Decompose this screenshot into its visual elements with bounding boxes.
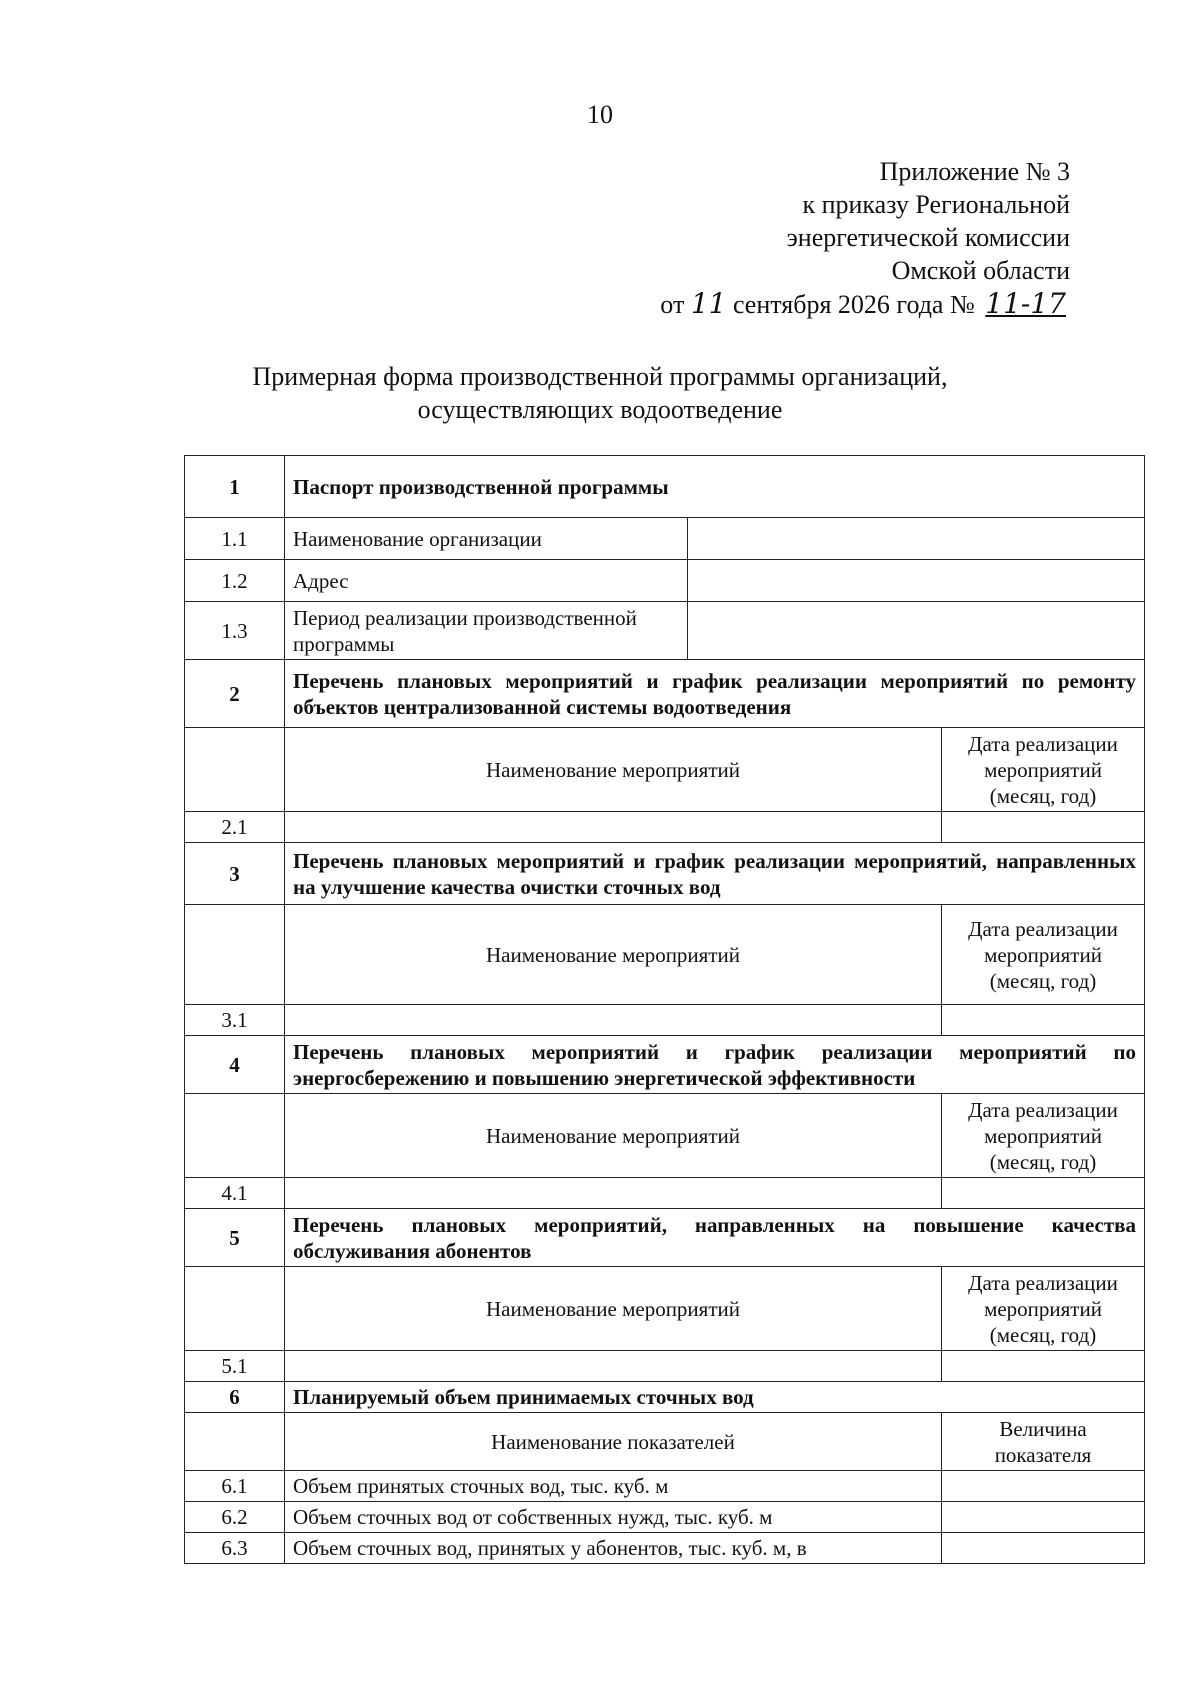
row-number: 3.1 bbox=[185, 1005, 285, 1036]
row-label: Объем принятых сточных вод, тыс. куб. м bbox=[285, 1471, 942, 1502]
table-row bbox=[185, 660, 1145, 728]
table-row bbox=[185, 812, 1145, 843]
appendix-line-2: к приказу Региональной bbox=[802, 190, 1070, 219]
row-number: 1.3 bbox=[185, 602, 285, 660]
section-number: 5 bbox=[185, 1209, 285, 1267]
section-number: 1 bbox=[185, 456, 285, 518]
column-header-date: Дата реализации мероприятий (месяц, год) bbox=[942, 728, 1145, 812]
table-row bbox=[185, 1351, 1145, 1382]
value-cell[interactable] bbox=[688, 560, 1145, 602]
page-number: 10 bbox=[587, 100, 613, 129]
value-cell[interactable] bbox=[942, 1005, 1145, 1036]
table-row bbox=[185, 1533, 1145, 1564]
row-number: 1.1 bbox=[185, 518, 285, 560]
row-number: 5.1 bbox=[185, 1351, 285, 1382]
appendix-line-4: Омской области bbox=[891, 256, 1070, 285]
order-number-handwritten: 11-17 bbox=[985, 287, 1066, 320]
empty-cell bbox=[185, 728, 285, 812]
date-rest: сентября 2026 года № bbox=[732, 290, 975, 319]
row-label: Наименование организации bbox=[285, 518, 688, 560]
appendix-block bbox=[660, 155, 1070, 321]
value-cell[interactable] bbox=[942, 1533, 1145, 1564]
section-title: Перечень плановых мероприятий и график реализации мероприятий по энергосбережению и повышению энергетической эффективности bbox=[285, 1036, 1145, 1094]
table-row bbox=[185, 518, 1145, 560]
value-cell[interactable] bbox=[285, 1178, 942, 1209]
value-cell[interactable] bbox=[942, 1502, 1145, 1533]
value-cell[interactable] bbox=[688, 518, 1145, 560]
value-cell[interactable] bbox=[942, 1471, 1145, 1502]
table-row bbox=[185, 1178, 1145, 1209]
title-line-1: Примерная форма производственной программы организаций, bbox=[252, 362, 948, 391]
section-number: 4 bbox=[185, 1036, 285, 1094]
section-number: 3 bbox=[185, 843, 285, 905]
row-number: 1.2 bbox=[185, 560, 285, 602]
empty-cell bbox=[185, 1267, 285, 1351]
table-row bbox=[185, 1413, 1145, 1471]
document-title bbox=[0, 360, 1200, 426]
table-row bbox=[185, 1036, 1145, 1094]
table-row bbox=[185, 1502, 1145, 1533]
column-header-name: Наименование мероприятий bbox=[285, 1267, 942, 1351]
table-row bbox=[185, 1094, 1145, 1178]
value-cell[interactable] bbox=[285, 1005, 942, 1036]
production-program-table bbox=[184, 455, 1145, 1564]
section-number: 2 bbox=[185, 660, 285, 728]
column-header-name: Наименование мероприятий bbox=[285, 1094, 942, 1178]
value-cell[interactable] bbox=[942, 1178, 1145, 1209]
table-row bbox=[185, 602, 1145, 660]
row-label: Период реализации производственной программы bbox=[285, 602, 688, 660]
value-cell[interactable] bbox=[285, 812, 942, 843]
table-row bbox=[185, 1005, 1145, 1036]
row-label: Адрес bbox=[285, 560, 688, 602]
row-number: 6.3 bbox=[185, 1533, 285, 1564]
column-header-date: Дата реализации мероприятий (месяц, год) bbox=[942, 905, 1145, 1005]
table-row bbox=[185, 1382, 1145, 1413]
section-title: Планируемый объем принимаемых сточных вод bbox=[285, 1382, 1145, 1413]
row-number: 2.1 bbox=[185, 812, 285, 843]
section-title: Перечень плановых мероприятий и график реализации мероприятий по ремонту объектов централизованной системы водоотведения bbox=[285, 660, 1145, 728]
section-number: 6 bbox=[185, 1382, 285, 1413]
column-header-name: Наименование мероприятий bbox=[285, 905, 942, 1005]
section-title: Паспорт производственной программы bbox=[285, 456, 1145, 518]
column-header-date: Дата реализации мероприятий (месяц, год) bbox=[942, 1267, 1145, 1351]
column-header-indicator: Наименование показателей bbox=[285, 1413, 942, 1471]
title-line-2: осуществляющих водоотведение bbox=[417, 395, 783, 424]
empty-cell bbox=[185, 1094, 285, 1178]
empty-cell bbox=[185, 905, 285, 1005]
column-header-name: Наименование мероприятий bbox=[285, 728, 942, 812]
row-label: Объем сточных вод, принятых у абонентов, тыс. куб. м, в bbox=[285, 1533, 942, 1564]
value-cell[interactable] bbox=[942, 812, 1145, 843]
appendix-line-1: Приложение № 3 bbox=[879, 157, 1070, 186]
row-number: 6.1 bbox=[185, 1471, 285, 1502]
table-row bbox=[185, 1209, 1145, 1267]
column-header-value: Величина показателя bbox=[942, 1413, 1145, 1471]
value-cell[interactable] bbox=[942, 1351, 1145, 1382]
appendix-line-3: энергетической комиссии bbox=[786, 223, 1070, 252]
section-title: Перечень плановых мероприятий, направленных на повышение качества обслуживания абонентов bbox=[285, 1209, 1145, 1267]
value-cell[interactable] bbox=[688, 602, 1145, 660]
table-row bbox=[185, 843, 1145, 905]
row-number: 6.2 bbox=[185, 1502, 285, 1533]
table-row bbox=[185, 905, 1145, 1005]
table-row bbox=[185, 1267, 1145, 1351]
value-cell[interactable] bbox=[285, 1351, 942, 1382]
date-prefix: от bbox=[660, 290, 685, 319]
appendix-date-line bbox=[660, 287, 1070, 321]
column-header-date: Дата реализации мероприятий (месяц, год) bbox=[942, 1094, 1145, 1178]
section-title: Перечень плановых мероприятий и график реализации мероприятий, направленных на улучшение качества очистки сточных вод bbox=[285, 843, 1145, 905]
row-label: Объем сточных вод от собственных нужд, тыс. куб. м bbox=[285, 1502, 942, 1533]
table-row bbox=[185, 728, 1145, 812]
table-row bbox=[185, 456, 1145, 518]
date-day-handwritten: 11 bbox=[690, 287, 727, 320]
row-number: 4.1 bbox=[185, 1178, 285, 1209]
table-row bbox=[185, 560, 1145, 602]
table-row bbox=[185, 1471, 1145, 1502]
empty-cell bbox=[185, 1413, 285, 1471]
